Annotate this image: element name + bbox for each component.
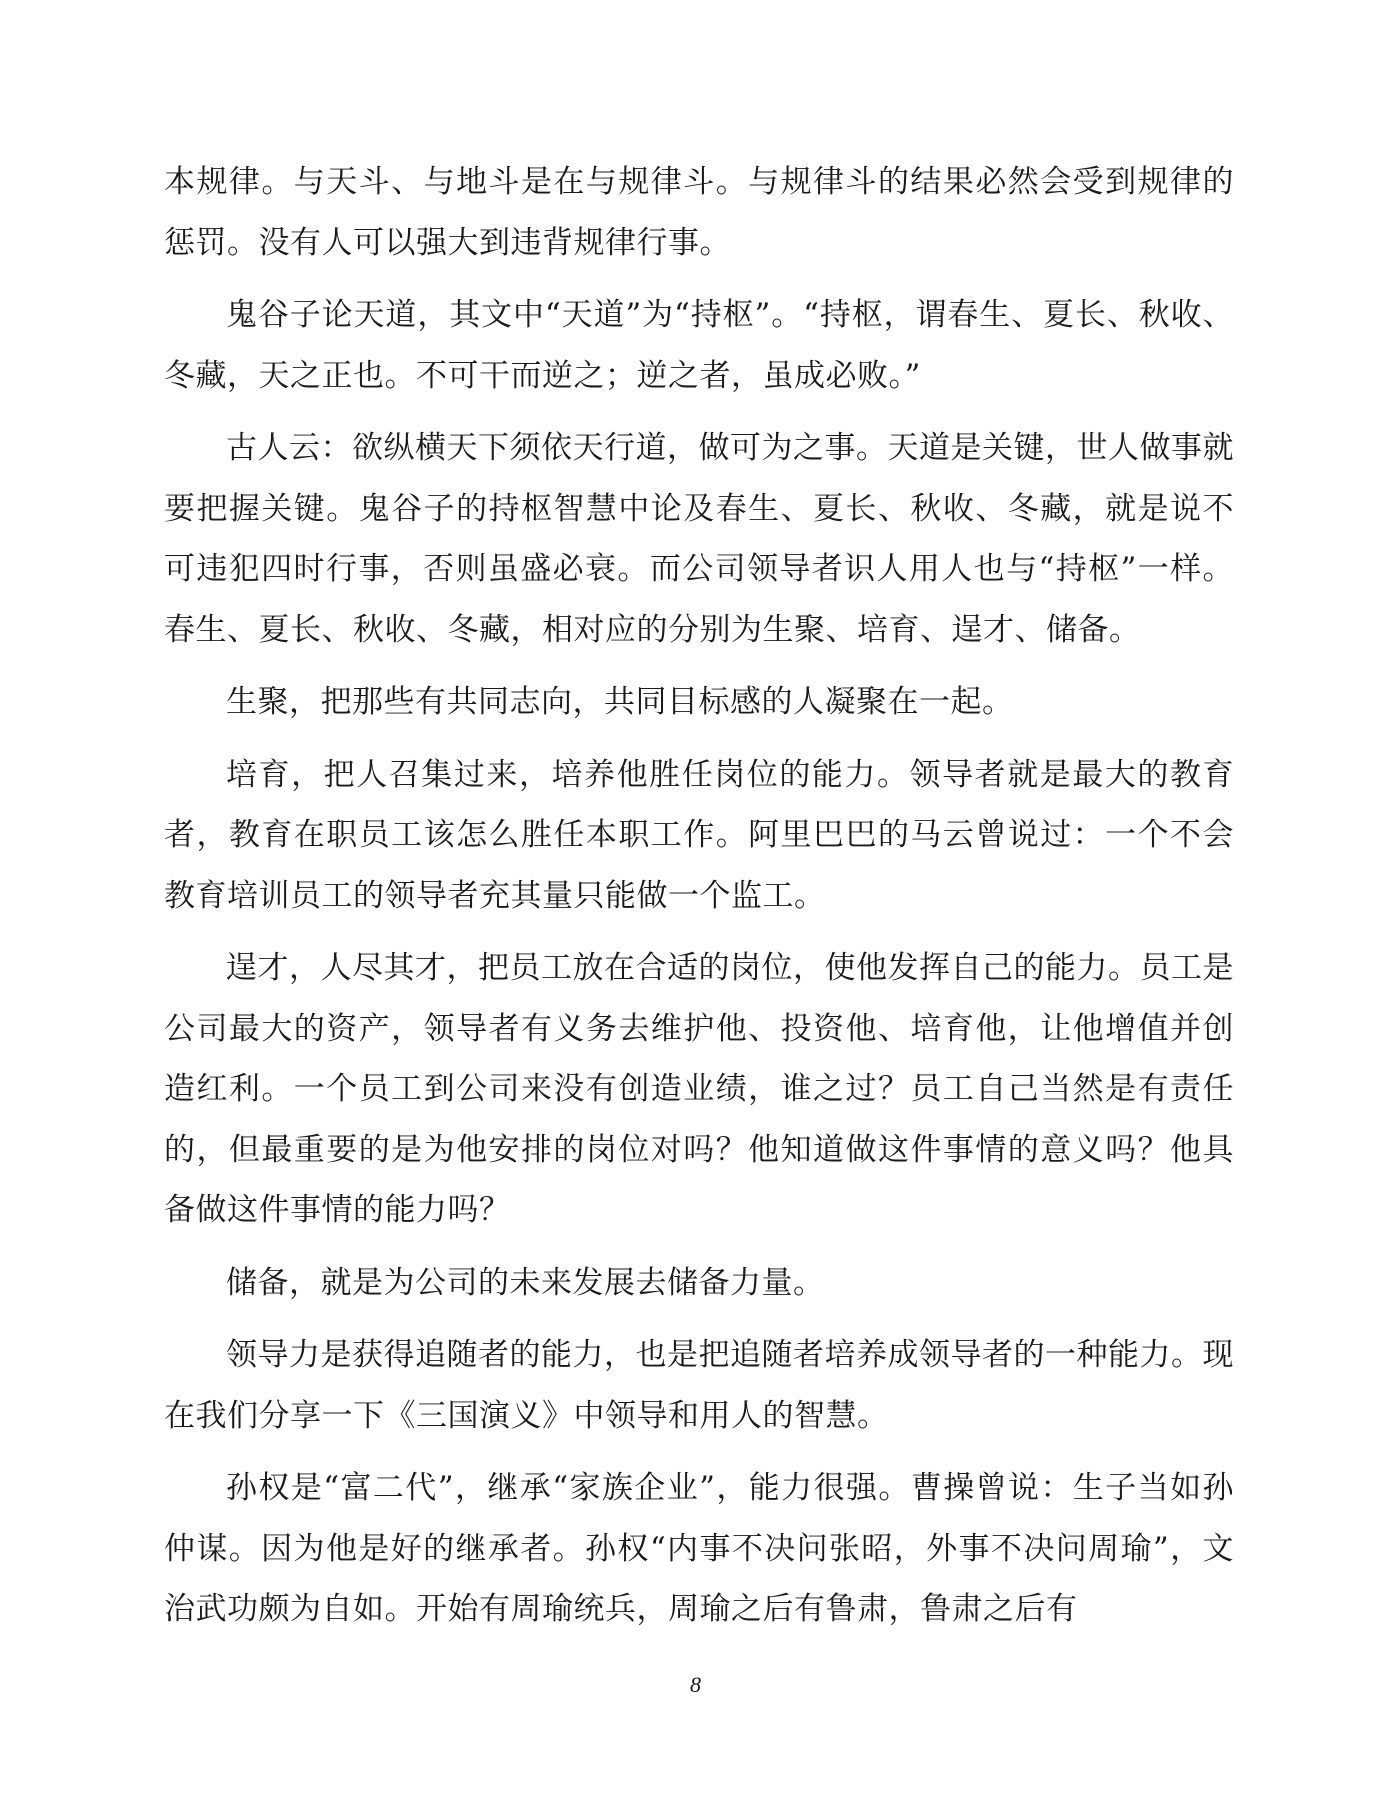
paragraph: 培育，把人召集过来，培养他胜任岗位的能力。领导者就是最大的教育者，教育在职员工该怎么胜任本职工作。阿里巴巴的马云曾说过：一个不会教育培训员工的领导者充其量只能做一个监工。 <box>164 756 1234 914</box>
paragraph: 本规律。与天斗、与地斗是在与规律斗。与规律斗的结果必然会受到规律的惩罚。没有人可以强大到违背规律行事。 <box>164 164 1234 261</box>
paragraph: 鬼谷子论天道，其文中“天道”为“持枢”。“持枢，谓春生、夏长、秋收、冬藏，天之正也。不可干而逆之；逆之者，虽成必败。” <box>164 297 1234 394</box>
body-text <box>164 152 1234 1652</box>
paragraph: 古人云：欲纵横天下须依天行道，做可为之事。天道是关键，世人做事就要把握关键。鬼谷子的持枢智慧中论及春生、夏长、秋收、冬藏，就是说不可违犯四时行事，否则虽盛必衰。而公司领导者识人用人也与“持枢”一样。春生、夏长、秋收、冬藏，相对应的分别为生聚、培育、逞才、储备。 <box>164 430 1234 648</box>
paragraph: 孙权是“富二代”，继承“家族企业”，能力很强。曹操曾说：生子当如孙仲谋。因为他是好的继承者。孙权“内事不决问张昭，外事不决问周瑜”，文治武功颇为自如。开始有周瑜统兵，周瑜之后有鲁肃，鲁肃之后有 <box>164 1470 1234 1627</box>
paragraph: 逞才，人尽其才，把员工放在合适的岗位，使他发挥自己的能力。员工是公司最大的资产，领导者有义务去维护他、投资他、培育他，让他增值并创造红利。一个员工到公司来没有创造业绩，谁之过？员工自己当然是有责任的，但最重要的是为他安排的岗位对吗？他知道做这件事情的意义吗？他具备做这件事情的能力吗？ <box>164 950 1234 1228</box>
paragraph: 生聚，把那些有共同志向，共同目标感的人凝聚在一起。 <box>226 684 1014 720</box>
paragraph: 领导力是获得追随者的能力，也是把追随者培养成领导者的一种能力。现在我们分享一下《三国演义》中领导和用人的智慧。 <box>164 1337 1234 1434</box>
paragraph: 储备，就是为公司的未来发展去储备力量。 <box>226 1264 825 1301</box>
page-number: 8 <box>690 1672 701 1697</box>
